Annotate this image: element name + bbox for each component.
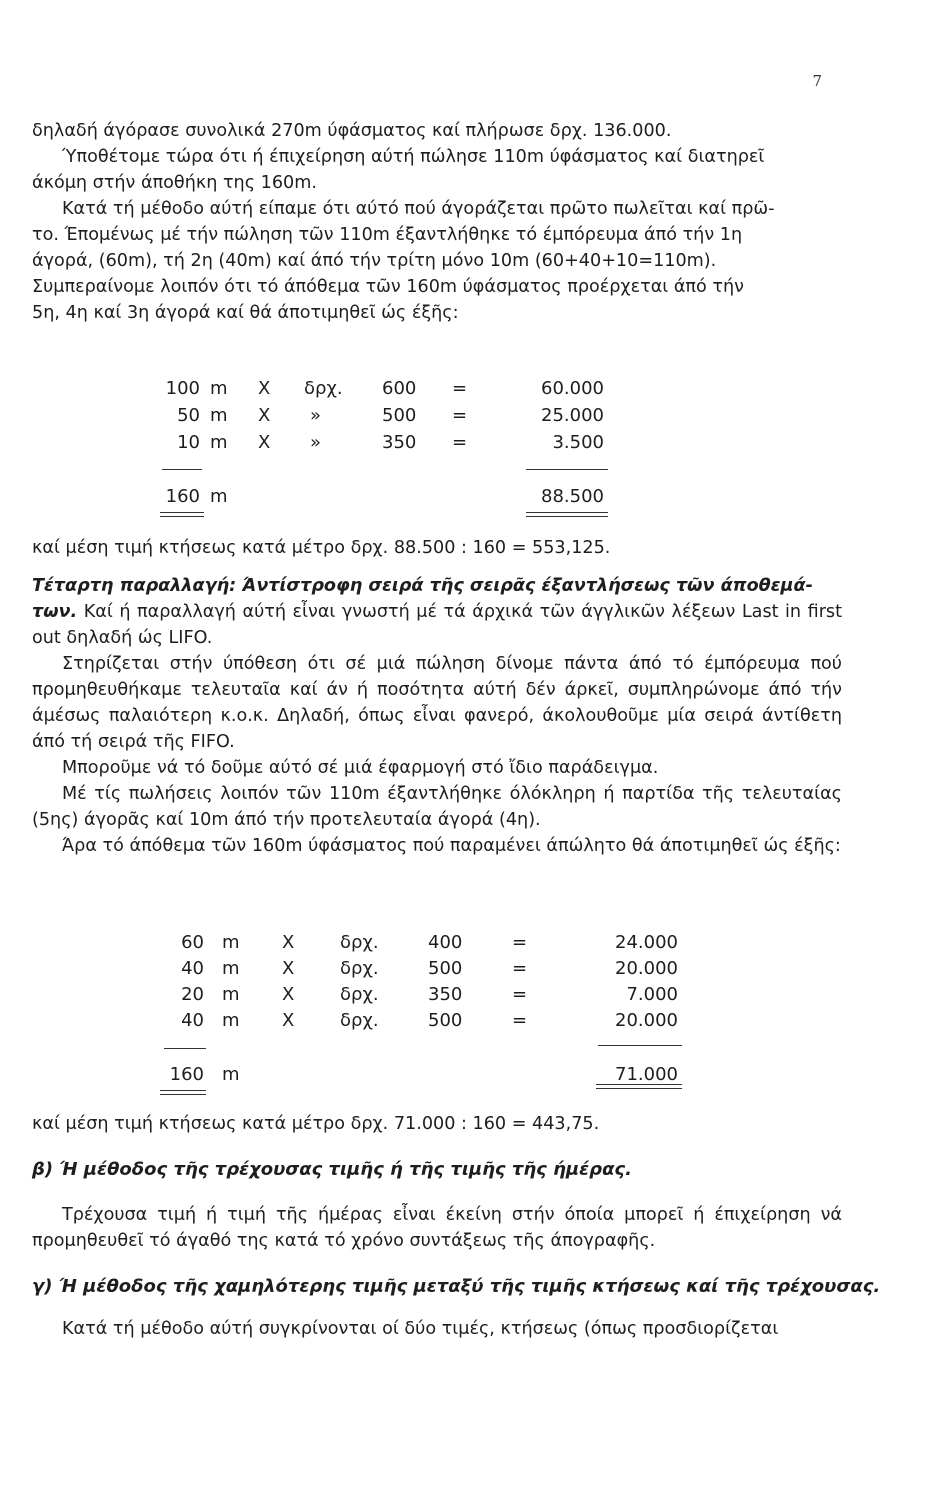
- times: X: [258, 378, 271, 399]
- price: 500: [428, 1010, 463, 1031]
- paragraph: Τρέχουσα τιμή ή τιμή τῆς ήμέρας εἶναι έκείνη στήν όποία μπορεῖ ή έπιχείρηση νά προμηθευθεῖ τό άγαθό της κατά τό χρόνο συντάξεως τῆς άπογραφῆς.: [32, 1205, 842, 1251]
- equals: =: [512, 1010, 528, 1031]
- paragraph-lifo: [32, 573, 842, 859]
- times: X: [258, 405, 271, 426]
- qty: 60: [181, 932, 204, 953]
- unit: m: [210, 486, 228, 507]
- times: X: [282, 1010, 295, 1031]
- sum-qty: 160: [169, 1064, 204, 1085]
- lifo-heading-cont: των.: [32, 602, 78, 622]
- text-line: δηλαδή άγόρασε συνολικά 270m ύφάσματος καί πλήρωσε δρχ. 136.000.: [32, 121, 672, 141]
- price: 600: [382, 378, 417, 399]
- price: 500: [382, 405, 417, 426]
- currency: »: [310, 432, 322, 453]
- times: X: [282, 932, 295, 953]
- times: X: [258, 432, 271, 453]
- total: 25.000: [541, 405, 604, 426]
- total: 20.000: [615, 958, 678, 979]
- section-b-heading: β) Ή μέθοδος τῆς τρέχουσας τιμῆς ή τῆς τιμῆς τῆς ήμέρας.: [32, 1159, 632, 1180]
- qty: 20: [181, 984, 204, 1005]
- section-b-text: [32, 1202, 842, 1254]
- price: 350: [382, 432, 417, 453]
- qty: 10: [177, 432, 200, 453]
- text-line: 5η, 4η καί 3η άγορά καί θά άποτιμηθεῖ ώς έξῆς:: [32, 303, 459, 323]
- average-cost-2: καί μέση τιμή κτήσεως κατά μέτρο δρχ. 71.000 : 160 = 443,75.: [32, 1114, 600, 1134]
- text-line: Ύποθέτομε τώρα ότι ή έπιχείρηση αύτή πώλησε 110m ύφάσματος καί διατηρεῖ: [62, 147, 765, 167]
- total: 20.000: [615, 1010, 678, 1031]
- paragraph: Μποροῦμε νά τό δοῦμε αύτό σέ μιά έφαρμογή στό ἴδιο παράδειγμα.: [62, 758, 659, 778]
- paragraph-intro: [32, 118, 842, 326]
- qty: 100: [165, 378, 200, 399]
- text-line: άκόμη στήν άποθήκη της 160m.: [32, 173, 317, 193]
- text-line: το. Έπομένως μέ τήν πώληση τῶν 110m έξαντλήθηκε τό έμπόρευμα άπό τήν 1η: [32, 225, 743, 245]
- text-line: άγορά, (60m), τή 2η (40m) καί άπό τήν τρίτη μόνο 10m (60+40+10=110m).: [32, 251, 717, 271]
- text-line: Συμπεραίνομε λοιπόν ότι τό άπόθεμα τῶν 160m ύφάσματος προέρχεται άπό τήν: [32, 277, 744, 297]
- lifo-heading: [32, 573, 842, 599]
- double-rule-total: [526, 512, 608, 517]
- unit: m: [210, 405, 228, 426]
- currency: δρχ.: [340, 958, 379, 979]
- sum-rule-qty: [164, 1048, 206, 1049]
- sum-total: 88.500: [541, 486, 604, 507]
- paragraph: Στηρίζεται στήν ύπόθεση ότι σέ μιά πώληση δίνομε πάντα άπό τό έμπόρευμα πού προμηθευθήκαμε τελευταῖα καί άν ή ποσότητα αύτή δέν άρκεῖ, συμπληρώνομε άπό τήν άμέσως παλαιότερη κ.ο.κ. Δηλαδή, όπως εἶναι φανερό, άκολουθοῦμε μία σειρά άντίθετη άπό τή σειρά τῆς FIFO.: [32, 654, 842, 752]
- unit: m: [222, 932, 240, 953]
- total: 3.500: [552, 432, 604, 453]
- equals: =: [452, 405, 468, 426]
- section-c-text: [32, 1316, 842, 1342]
- sum-qty: 160: [165, 486, 200, 507]
- currency: δρχ.: [340, 984, 379, 1005]
- equals: =: [512, 984, 528, 1005]
- unit: m: [222, 1010, 240, 1031]
- currency: δρχ.: [340, 932, 379, 953]
- unit: m: [222, 1064, 240, 1085]
- currency: »: [310, 405, 322, 426]
- sum-rule-total: [598, 1045, 682, 1046]
- times: X: [282, 958, 295, 979]
- paragraph: Μέ τίς πωλήσεις λοιπόν τῶν 110m έξαντλήθηκε όλόκληρη ή παρτίδα τῆς τελευταίας (5ης) άγορᾶς καί 10m άπό τήν προτελευταία άγορά (4η).: [32, 784, 842, 830]
- equals: =: [452, 378, 468, 399]
- paragraph: Κατά τή μέθοδο αύτή συγκρίνονται οί δύο τιμές, κτήσεως (όπως προσδιορίζεται: [62, 1319, 779, 1339]
- sum-rule-qty: [162, 469, 202, 470]
- times: X: [282, 984, 295, 1005]
- equals: =: [512, 932, 528, 953]
- lifo-heading-text: Τέταρτη παραλλαγή: Άντίστροφη σειρά τῆς σειρᾶς έξαντλήσεως τῶν άποθεμά-: [32, 576, 813, 596]
- sum-rule-total: [526, 469, 608, 470]
- price: 400: [428, 932, 463, 953]
- section-c-heading: γ) Ή μέθοδος τῆς χαμηλότερης τιμῆς μεταξύ τῆς τιμῆς κτήσεως καί τῆς τρέχουσας.: [32, 1276, 881, 1297]
- unit: m: [210, 378, 228, 399]
- total: 60.000: [541, 378, 604, 399]
- qty: 50: [177, 405, 200, 426]
- qty: 40: [181, 1010, 204, 1031]
- total: 24.000: [615, 932, 678, 953]
- unit: m: [222, 958, 240, 979]
- price: 500: [428, 958, 463, 979]
- equals: =: [512, 958, 528, 979]
- lifo-definition: [32, 599, 842, 651]
- double-rule-total: [596, 1084, 682, 1089]
- average-cost-1: καί μέση τιμή κτήσεως κατά μέτρο δρχ. 88.500 : 160 = 553,125.: [32, 538, 611, 558]
- unit: m: [222, 984, 240, 1005]
- double-rule-qty: [160, 1090, 206, 1095]
- total: 7.000: [626, 984, 678, 1005]
- unit: m: [210, 432, 228, 453]
- paragraph: Άρα τό άπόθεμα τῶν 160m ύφάσματος πού παραμένει άπώλητο θά άποτιμηθεῖ ώς έξῆς:: [62, 836, 841, 856]
- double-rule-qty: [160, 512, 204, 517]
- price: 350: [428, 984, 463, 1005]
- currency: δρχ.: [304, 378, 343, 399]
- qty: 40: [181, 958, 204, 979]
- text-line: Κατά τή μέθοδο αύτή είπαμε ότι αύτό πού άγοράζεται πρῶτο πωλεῖται καί πρῶ-: [62, 199, 775, 219]
- lifo-definition-text: Καί ή παραλλαγή αύτή εἶναι γνωστή μέ τά άρχικά τῶν άγγλικῶν λέξεων Last in first out δηλαδή ώς LIFO.: [32, 602, 842, 648]
- page-number: 7: [812, 72, 822, 90]
- sum-total: 71.000: [615, 1064, 678, 1085]
- currency: δρχ.: [340, 1010, 379, 1031]
- equals: =: [452, 432, 468, 453]
